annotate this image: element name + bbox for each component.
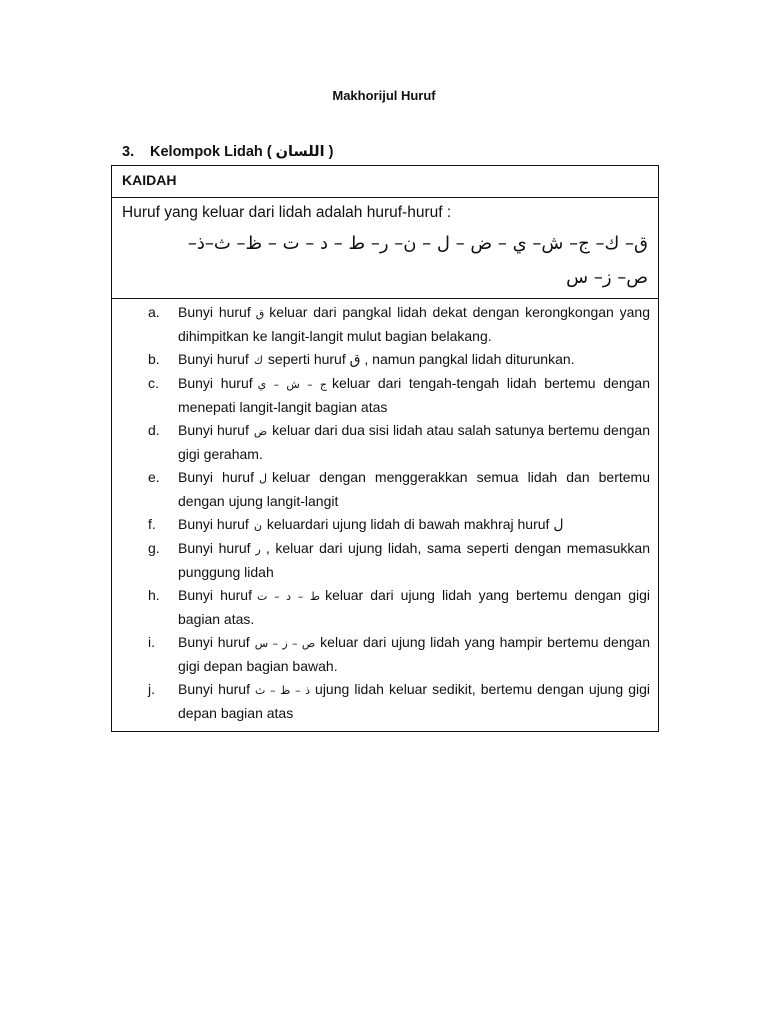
rule-label: e.: [148, 469, 160, 485]
rule-text: [178, 301, 650, 348]
rule-arabic-letters: ص – ز – س: [254, 637, 316, 650]
rule-item: [148, 419, 650, 466]
rule-text: [178, 513, 650, 537]
rule-description: keluar dari pangkal lidah dekat dengan kerongkongan yang dihimpitkan ke langit-langit mulut bagian belakang.: [178, 304, 650, 344]
section-heading-text: Kelompok Lidah ( اللسان ): [150, 144, 334, 160]
rule-prefix: Bunyi huruf: [178, 681, 250, 697]
rule-text: [178, 348, 650, 372]
rule-prefix: Bunyi huruf: [178, 469, 254, 485]
rule-item: [148, 537, 650, 584]
rule-label: f.: [148, 516, 156, 532]
rule-prefix: Bunyi huruf: [178, 587, 252, 603]
rule-text: [178, 678, 650, 725]
rule-label: h.: [148, 587, 160, 603]
rule-item: [148, 466, 650, 513]
rule-description: keluar dari ujung lidah yang hampir bertemu dengan gigi depan bagian bawah.: [178, 634, 650, 674]
rule-prefix: Bunyi huruf: [178, 351, 249, 367]
rule-description: seperti huruf ق , namun pangkal lidah diturunkan.: [267, 351, 575, 367]
rule-text: [178, 537, 650, 584]
rule-text: [178, 466, 650, 513]
rule-item: [148, 631, 650, 678]
rule-item: [148, 301, 650, 348]
rule-arabic-letters: ك: [253, 354, 263, 367]
section-number: 3.: [122, 144, 135, 160]
rule-description: keluar dari dua sisi lidah atau salah satunya bertemu dengan gigi geraham.: [178, 422, 650, 462]
rule-label: j.: [148, 681, 155, 697]
rule-description: keluar dari tengah-tengah lidah bertemu dengan menepati langit-langit bagian atas: [178, 375, 650, 415]
rule-arabic-letters: ض: [253, 425, 268, 438]
rule-text: [178, 372, 650, 419]
rules-cell: [112, 299, 658, 731]
rule-arabic-letters: ر: [255, 543, 261, 556]
rule-label: c.: [148, 375, 159, 391]
rule-arabic-letters: ل: [258, 472, 267, 485]
rule-label: i.: [148, 634, 155, 650]
rule-description: keluar dengan menggerakkan semua lidah dan bertemu dengan ujung langit-langit: [178, 469, 650, 509]
rule-text: [178, 631, 650, 678]
rule-description: ujung lidah keluar sedikit, bertemu dengan ujung gigi depan bagian atas: [178, 681, 651, 721]
rule-prefix: Bunyi huruf: [178, 375, 253, 391]
rule-item: [148, 372, 650, 419]
intro-text: Huruf yang keluar dari lidah adalah huruf-huruf :: [122, 204, 452, 221]
rule-prefix: Bunyi huruf: [178, 634, 250, 650]
rule-description: keluar dari ujung lidah yang bertemu dengan gigi bagian atas.: [178, 587, 650, 627]
rule-description: , keluar dari ujung lidah, sama seperti dengan memasukkan punggung lidah: [178, 540, 651, 580]
rule-item: [148, 678, 650, 725]
kaidah-table: [111, 165, 659, 732]
rule-description: keluardari ujung lidah di bawah makhraj huruf ل: [266, 516, 564, 532]
rule-item: [148, 513, 650, 537]
rule-item: [148, 584, 650, 631]
section-heading: [122, 144, 333, 160]
rule-prefix: Bunyi huruf: [178, 540, 251, 556]
rule-prefix: Bunyi huruf: [178, 304, 251, 320]
rule-text: [178, 419, 650, 466]
arabic-letters-line-1: ق– ك– ج– ش– ي – ض – ل – ن– ر– ط – د – ت – ظ– ث–ذ–: [187, 233, 648, 254]
rule-arabic-letters: ق: [255, 307, 265, 320]
intro-cell: [112, 198, 658, 299]
rule-label: b.: [148, 351, 160, 367]
rule-label: g.: [148, 540, 160, 556]
rule-arabic-letters: ج – ش – ي: [257, 378, 328, 391]
rule-item: [148, 348, 650, 372]
rule-text: [178, 584, 650, 631]
rule-label: a.: [148, 304, 160, 320]
table-header-cell: KAIDAH: [112, 166, 658, 198]
arabic-letters-line-2: ص– ز– س: [566, 267, 648, 288]
document-title: Makhorijul Huruf: [332, 88, 436, 103]
rule-label: d.: [148, 422, 160, 438]
rule-arabic-letters: ذ – ظ – ث: [254, 684, 311, 697]
rule-prefix: Bunyi huruf: [178, 516, 249, 532]
rule-arabic-letters: ن: [253, 519, 262, 532]
rule-arabic-letters: ط – د – ت: [257, 590, 321, 603]
rule-prefix: Bunyi huruf: [178, 422, 249, 438]
